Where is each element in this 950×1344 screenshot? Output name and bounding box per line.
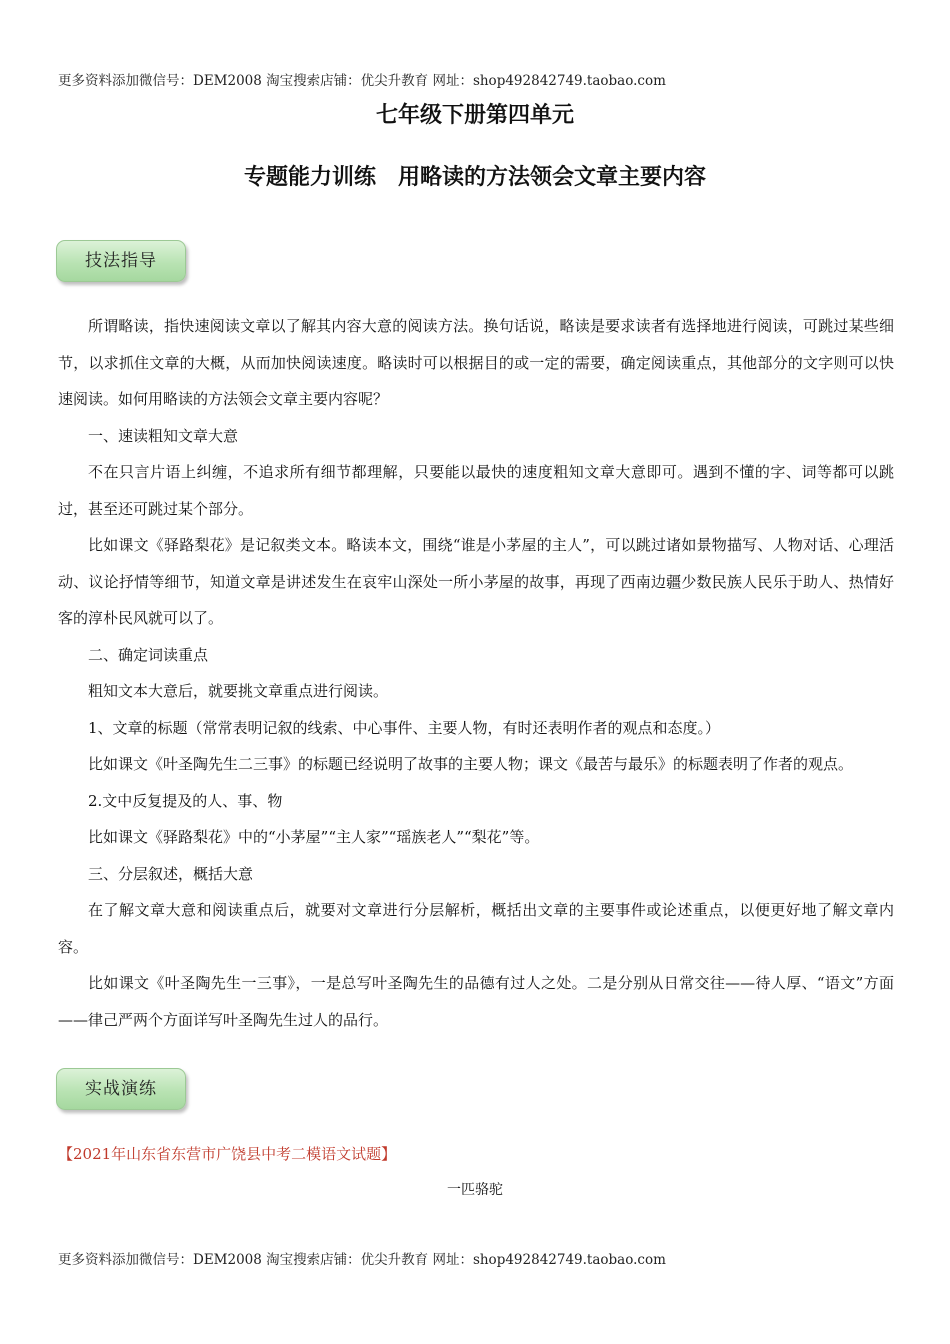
paragraph: 2.文中反复提及的人、事、物 bbox=[88, 791, 283, 810]
paragraph: 1、文章的标题（常常表明记叙的线索、中心事件、主要人物，有时还表明作者的观点和态度。） bbox=[88, 718, 721, 737]
paragraph: 在了解文章大意和阅读重点后，就要对文章进行分层解析，概括出文章的主要事件或论述重点，以便更好地了解文章内容。 bbox=[58, 901, 894, 956]
paragraph: 所谓略读，指快速阅读文章以了解其内容大意的阅读方法。换句话说，略读是要求读者有选择地进行阅读，可跳过某些细节，以求抓住文章的大概，从而加快阅读速度。略读时可以根据目的或一定的需要，确定阅读重点，其他部分的文字则可以快速阅读。如何用略读的方法领会文章主要内容呢？ bbox=[58, 317, 894, 408]
topic-title: 专题能力训练 用略读的方法领会文章主要内容 bbox=[243, 164, 706, 190]
paragraph: 二、确定词读重点 bbox=[88, 645, 209, 664]
paragraph: 比如课文《驿路梨花》是记叙类文本。略读本文，围绕“谁是小茅屋的主人”，可以跳过诸如景物描写、人物对话、心理活动、议论抒情等细节，知道文章是讲述发生在哀牢山深处一所小茅屋的故事，再现了西南边疆少数民族人民乐于助人、热情好客的淳朴民风就可以了。 bbox=[58, 536, 894, 627]
unit-title: 七年级下册第四单元 bbox=[375, 102, 574, 128]
paragraph: 比如课文《叶圣陶先生二三事》的标题已经说明了故事的主要人物；课文《最苦与最乐》的标题表明了作者的观点。 bbox=[88, 755, 854, 773]
section-badge-practice: 实战演练 bbox=[56, 1068, 186, 1110]
paragraph: 粗知文本大意后，就要挑文章重点进行阅读。 bbox=[88, 682, 389, 700]
paragraph: 三、分层叙述，概括大意 bbox=[88, 864, 254, 883]
page-header-note: 更多资料添加微信号：DEM2008 淘宝搜索店铺：优尖升教育 网址：shop492842749.taobao.com bbox=[58, 73, 666, 89]
article-body bbox=[58, 308, 894, 1038]
article-title: 一匹骆驼 bbox=[447, 1182, 503, 1198]
page-footer-note: 更多资料添加微信号：DEM2008 淘宝搜索店铺：优尖升教育 网址：shop492842749.taobao.com bbox=[58, 1252, 666, 1268]
exam-source-label: 【2021年山东省东营市广饶县中考二模语文试题】 bbox=[58, 1145, 397, 1163]
paragraph: 比如课文《驿路梨花》中的“小茅屋”“主人家”“瑶族老人”“梨花”等。 bbox=[88, 828, 540, 846]
paragraph: 比如课文《叶圣陶先生一三事》，一是总写叶圣陶先生的品德有过人之处。二是分别从日常交往——待人厚、“语文”方面——律己严两个方面详写叶圣陶先生过人的品行。 bbox=[58, 974, 894, 1029]
paragraph: 不在只言片语上纠缠，不追求所有细节都理解，只要能以最快的速度粗知文章大意即可。遇到不懂的字、词等都可以跳过，甚至还可跳过某个部分。 bbox=[58, 463, 894, 518]
paragraph: 一、速读粗知文章大意 bbox=[88, 426, 239, 445]
section-badge-technique: 技法指导 bbox=[56, 240, 186, 282]
